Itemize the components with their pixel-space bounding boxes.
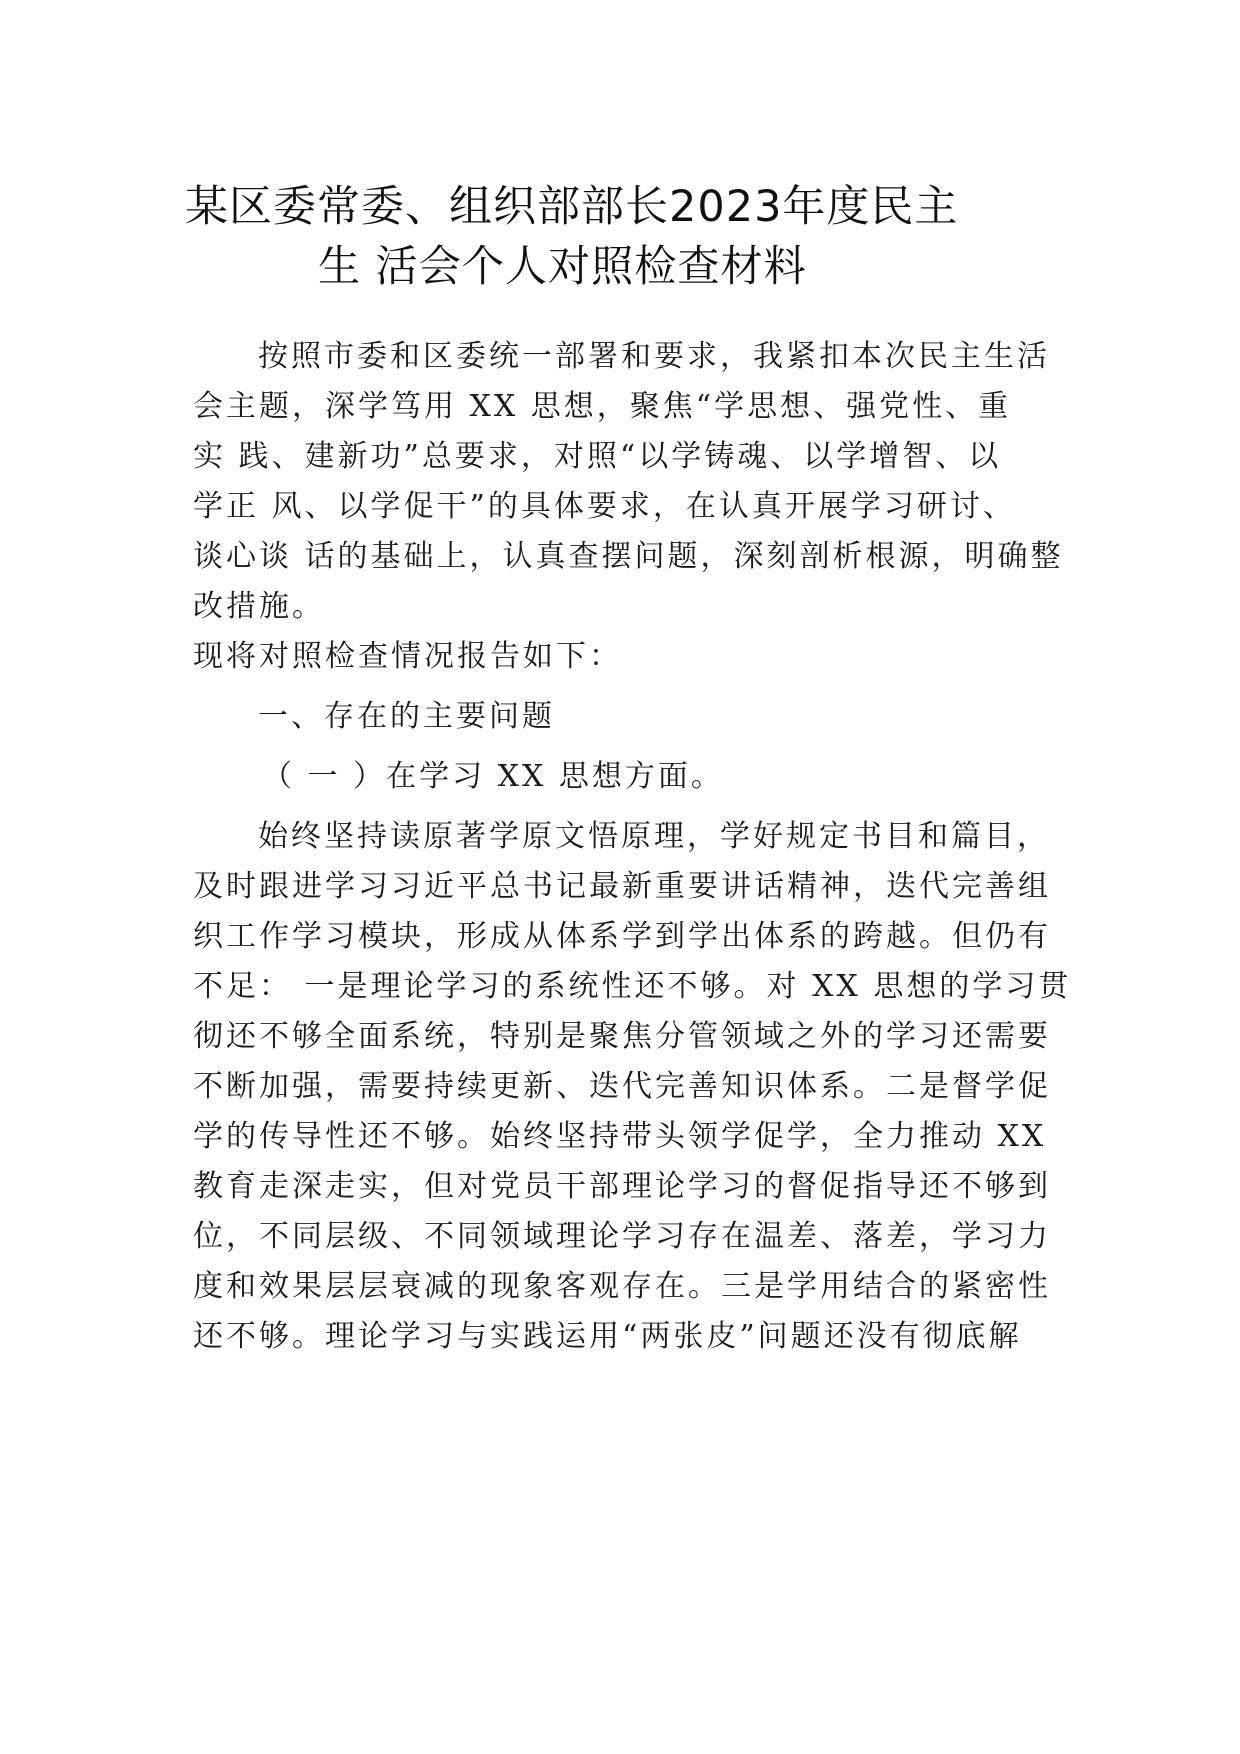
paragraph-line: 始终坚持读原著学原文悟原理，学好规定书目和篇目，: [258, 819, 1050, 854]
paragraph-line: 彻还不够全面系统，特别是聚焦分管领域之外的学习还需要: [193, 1019, 1051, 1054]
paragraph-line: 改措施。: [193, 589, 325, 624]
paragraph-line: 不足： 一是理论学习的系统性还不够。对 XX 思想的学习贯: [193, 969, 1072, 1004]
paragraph-line: 还不够。理论学习与实践运用“两张皮”问题还没有彻底解: [193, 1319, 1022, 1354]
paragraph-line: 教育走深走实，但对党员干部理论学习的督促指导还不够到: [193, 1169, 1051, 1204]
subsection-heading: （ 一 ）在学习 XX 思想方面。: [262, 759, 724, 794]
paragraph-line: 织工作学习模块，形成从体系学到学出体系的跨越。但仍有: [193, 919, 1051, 954]
section-heading: 一、存在的主要问题: [258, 699, 555, 734]
paragraph-line: 会主题，深学笃用 XX 思想，聚焦“学思想、强党性、重: [193, 389, 1012, 424]
paragraph-line: 度和效果层层衰减的现象客观存在。三是学用结合的紧密性: [193, 1269, 1051, 1304]
paragraph-line: 学正 风、以学促干”的具体要求，在认真开展学习研讨、: [193, 489, 1016, 524]
paragraph-line: 位，不同层级、不同领域理论学习存在温差、落差，学习力: [193, 1219, 1051, 1254]
document-title-line-2: 生 活会个人对照检查材料: [318, 242, 807, 292]
paragraph-line: 不断加强，需要持续更新、迭代完善知识体系。二是督学促: [193, 1069, 1051, 1104]
paragraph-line: 按照市委和区委统一部署和要求，我紧扣本次民主生活: [258, 339, 1050, 374]
paragraph-line: 谈心谈 话的基础上，认真查摆问题，深刻剖析根源，明确整: [193, 539, 1064, 574]
document-title-line-1: 某区委常委、组织部部长2023年度民主: [185, 182, 959, 232]
paragraph-line: 现将对照检查情况报告如下：: [193, 639, 622, 674]
paragraph-line: 及时跟进学习习近平总书记最新重要讲话精神，迭代完善组: [193, 869, 1051, 904]
paragraph-line: 实 践、建新功”总要求，对照“以学铸魂、以学增智、以: [193, 439, 1002, 474]
paragraph-line: 学的传导性还不够。始终坚持带头领学促学，全力推动 XX: [193, 1119, 1047, 1154]
